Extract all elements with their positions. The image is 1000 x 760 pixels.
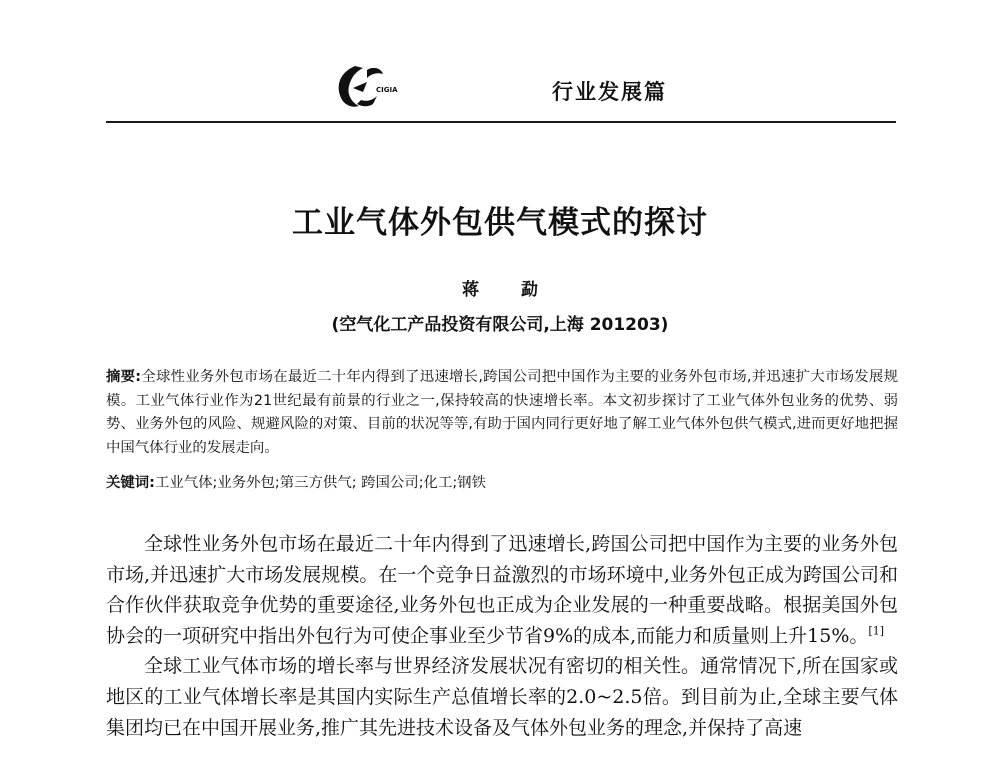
keywords-label: 关键词: [106,475,155,491]
body-paragraph-1-text: 全球性业务外包市场在最近二十年内得到了迅速增长,跨国公司把中国作为主要的业务外包市场,并迅速扩大市场发展规模。在一个竞争日益激烈的市场环境中,业务外包正成为跨国公司和合作伙伴获取竞争优势的重要途径,业务外包也正成为企业发展的一种重要战略。根据美国外包协会的一项研究中指出外包行为可使企事业至少节省9%的成本,而能力和质量则上升15%。 [106,533,898,647]
journal-logo [333,62,403,110]
logo-text: CIGIA [376,86,398,94]
abstract-text: 全球性业务外包市场在最近二十年内得到了迅速增长,跨国公司把中国作为主要的业务外包市场,并迅速扩大市场发展规模。工业气体行业作为21世纪最有前景的行业之一,保持较高的快速增长率。本文初步探讨了工业气体外包业务的优势、弱势、业务外包的风险、规避风险的对策、目前的状况等等,有助于国内同行更好地了解工业气体外包供气模式,进而更好地把握中国气体行业的发展走向。 [106,369,898,456]
keywords [106,472,898,496]
article-author: 蒋 勐 [462,280,556,300]
body-paragraph [106,651,898,743]
article-body [106,529,898,743]
header-divider [106,121,896,123]
section-heading: 行业发展篇 [552,79,667,104]
citation-ref[interactable]: [1] [868,624,885,638]
abstract-label: 摘要: [106,369,142,385]
journal-logo-icon [333,62,403,110]
keywords-text: 工业气体;业务外包;第三方供气; 跨国公司;化工;钢铁 [154,475,486,491]
body-paragraph-2-text: 全球工业气体市场的增长率与世界经济发展状况有密切的相关性。通常情况下,所在国家或地区的工业气体增长率是其国内实际生产总值增长率的2.0~2.5倍。到目前为止,全球主要气体集团均已在中国开展业务,推广其先进技术设备及气体外包业务的理念,并保持了高速 [106,655,898,739]
abstract [106,366,898,460]
article-title: 工业气体外包供气模式的探讨 [292,205,708,241]
author-affiliation: (空气化工产品投资有限公司,上海 201203) [331,315,669,335]
body-paragraph [106,529,898,651]
